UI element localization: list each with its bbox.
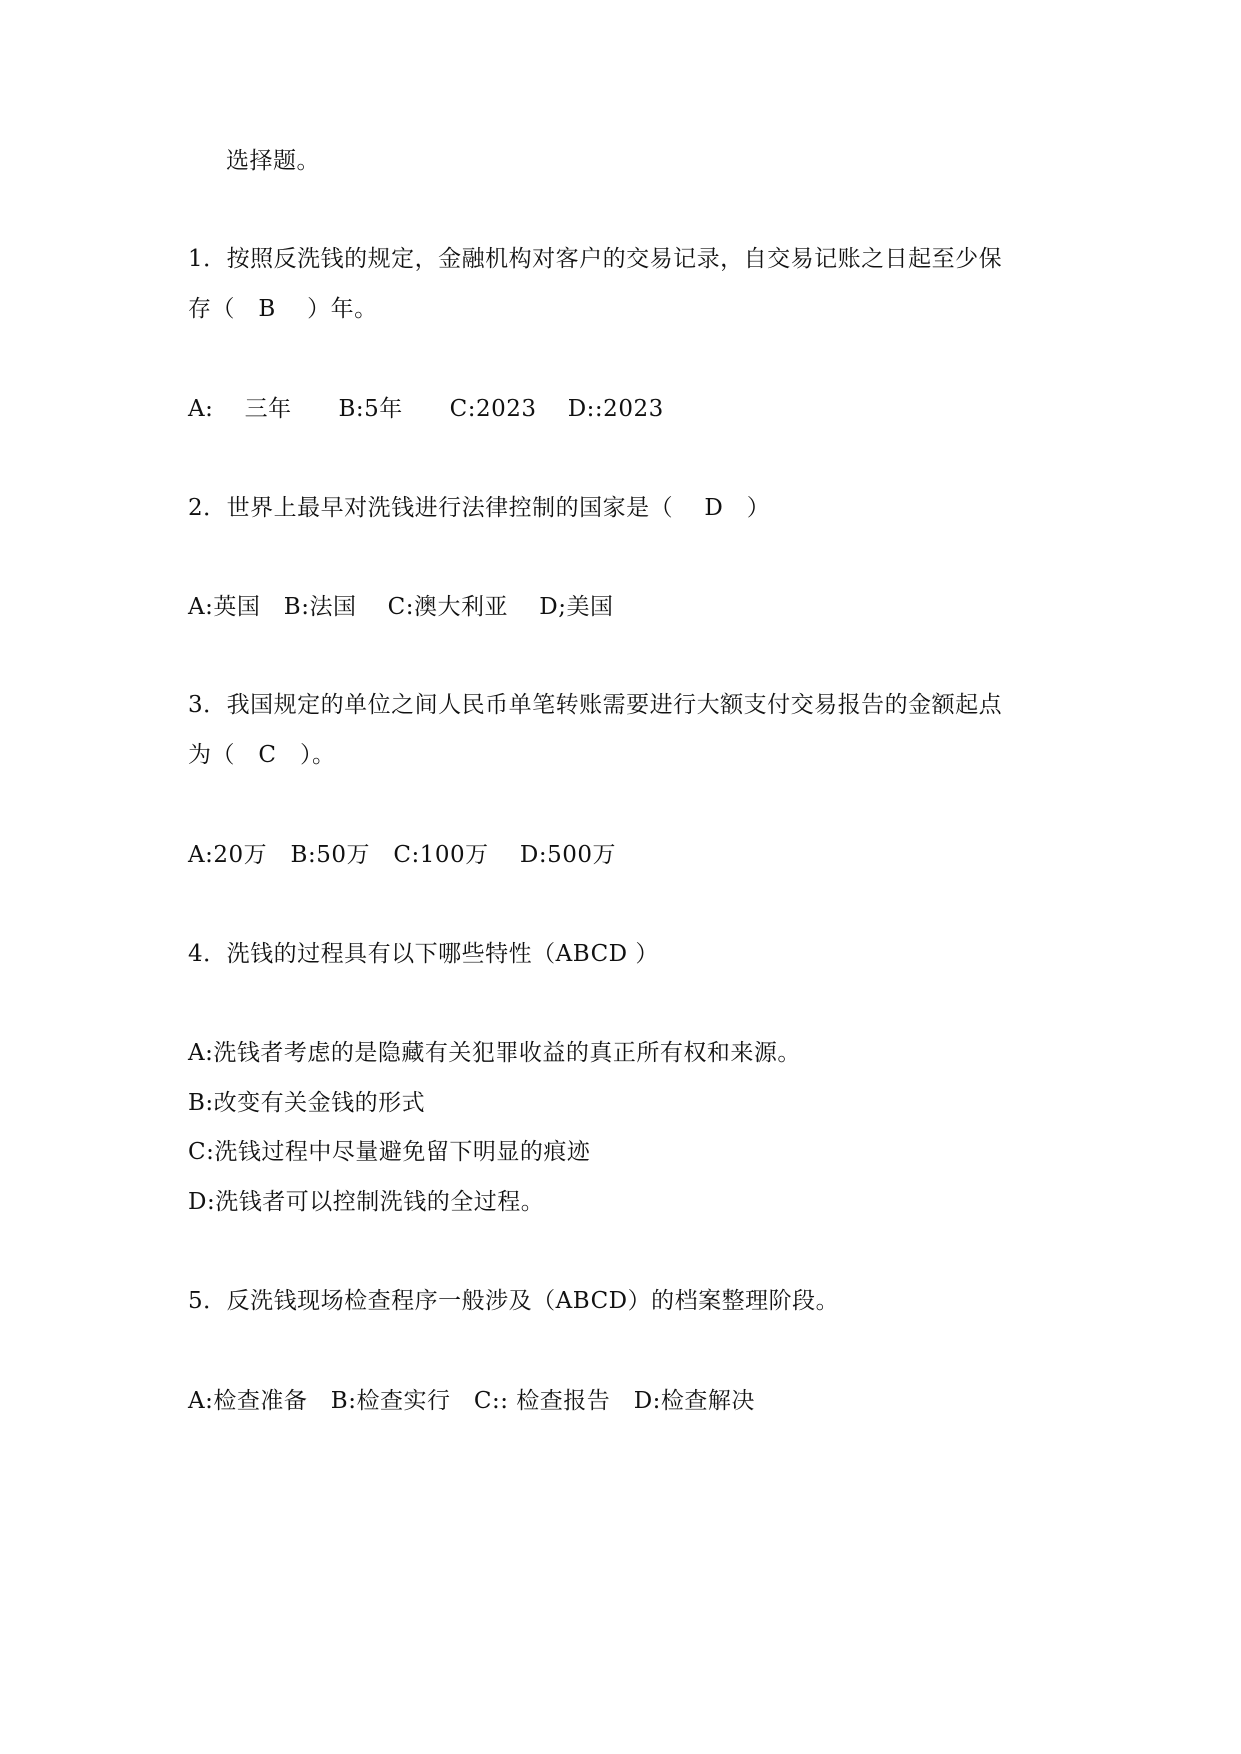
section-heading: 选择题。 bbox=[226, 148, 320, 174]
question-3-stem-text-1: 我国规定的单位之间人民币单笔转账需要进行大额支付交易报告的金额起点 bbox=[226, 692, 1003, 718]
question-3-options: A:20万 B:50万 C:100万 D:500万 bbox=[188, 842, 616, 868]
question-5-number: 5． bbox=[188, 1288, 227, 1314]
question-2-stem-line-1 bbox=[188, 493, 770, 523]
question-1-options: A: 三年 B:5年 C:2023 D::2023 bbox=[188, 396, 664, 422]
question-4-number: 4． bbox=[188, 941, 227, 967]
question-2-options: A:英国 B:法国 C:澳大利亚 D;美国 bbox=[188, 594, 614, 620]
question-4-option-c: C:洗钱过程中尽量避免留下明显的痕迹 bbox=[188, 1139, 591, 1165]
question-4-option-d: D:洗钱者可以控制洗钱的全过程。 bbox=[188, 1189, 545, 1215]
question-1-number: 1． bbox=[188, 246, 227, 272]
question-1-stem-text-1: 按照反洗钱的规定，金融机构对客户的交易记录，自交易记账之日起至少保 bbox=[226, 246, 1003, 272]
question-1-stem-line-1 bbox=[188, 244, 1002, 274]
question-1-stem-line-2: 存（ B ）年。 bbox=[188, 296, 378, 322]
question-2-number: 2． bbox=[188, 495, 227, 521]
question-5-stem-line-1 bbox=[188, 1286, 839, 1316]
question-2-stem-text-1: 世界上最早对洗钱进行法律控制的国家是（ D ） bbox=[226, 495, 771, 521]
question-3-number: 3． bbox=[188, 692, 227, 718]
question-4-option-b: B:改变有关金钱的形式 bbox=[188, 1090, 426, 1116]
question-4-stem-line-1 bbox=[188, 939, 659, 969]
question-3-stem-line-2: 为（ C ）。 bbox=[188, 742, 336, 768]
question-5-stem-text-1: 反洗钱现场检查程序一般涉及（ABCD）的档案整理阶段。 bbox=[226, 1288, 840, 1314]
question-3-stem-line-1 bbox=[188, 690, 1002, 720]
question-5-options: A:检查准备 B:检查实行 C:: 检查报告 D:检查解决 bbox=[188, 1388, 755, 1414]
question-4-option-a: A:洗钱者考虑的是隐藏有关犯罪收益的真正所有权和来源。 bbox=[188, 1040, 801, 1066]
question-4-stem-text-1: 洗钱的过程具有以下哪些特性（ABCD ） bbox=[226, 941, 659, 967]
